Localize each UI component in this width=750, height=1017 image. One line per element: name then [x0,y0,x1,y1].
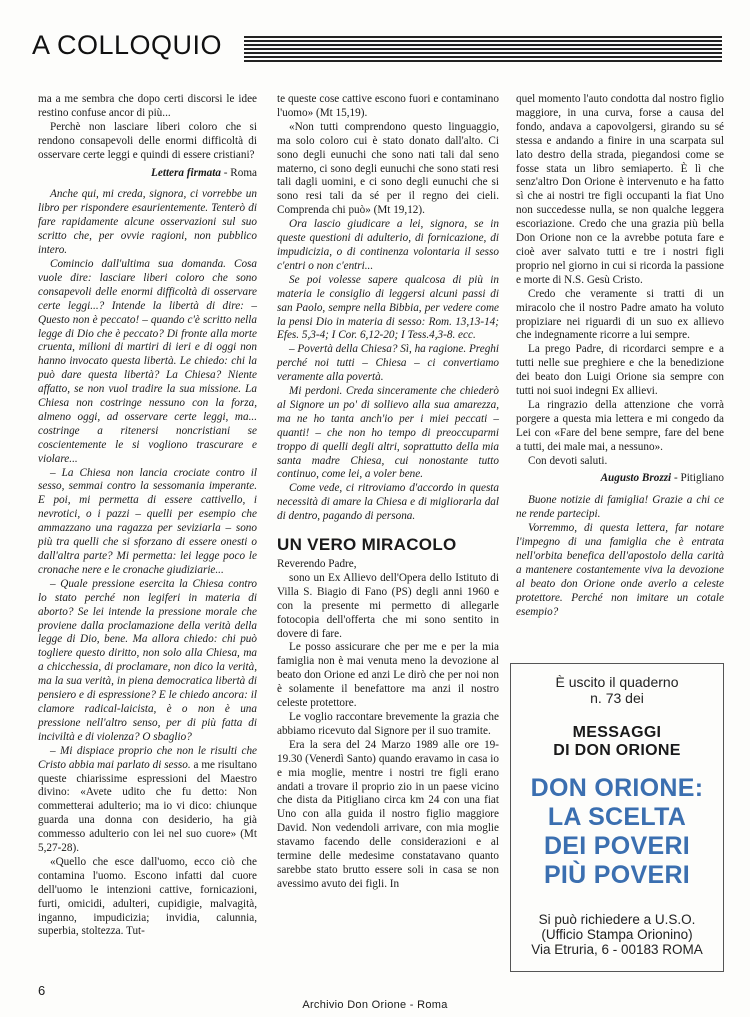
ad-title: LA SCELTA [547,803,687,831]
advertisement-box [510,663,724,972]
reply-paragraph: Se poi volesse sapere qualcosa di più in materia le consiglio di leggersi alcuni passi di san Paolo, sempre nella Bibbia, per vedere come la pensi Dio in materia di sesso: Rom. 13,13-14; Efes. 5,3-4; I Cor. 6,12-20; I Tess.4,3-8. ecc. [277,273,499,342]
ad-title: PIÙ POVERI [543,861,691,889]
quote-paragraph: «Quello che esce dall'uomo, ecco ciò che contamina l'uomo. Escono infatti dal cuore dell'uomo le intenzioni cattive, fornicazioni, furti, omicidi, adulteri, cupidigie, malvagità, inganno, impudicizia; invidia, calunnia, superbia, stoltezza. Tut- [38,855,257,938]
ad-address: Via Etruria, 6 - 00183 ROMA [531,942,703,957]
paragraph: Le voglio raccontare brevemente la grazia che abbiamo ricevuto dal Signore per il suo tramite. [277,710,499,737]
reply-paragraph: Vorremmo, di questa lettera, far notare l'impegno di una famiglia che è entrata nell'orbita benefica dell'apostolo della carità a mantenere costantemente viva la devozione al beato don Orione onde averlo a celeste protettore. Perché non imitare un cotale esempio? [516,522,724,618]
ad-line: n. 73 dei [590,690,644,706]
reply-paragraph: – Quale pressione esercita la Chiesa contro lo stato perché non legiferi in materia di aborto? Se lei intende la pressione morale che proviene dalla proclamazione della verità della legge di Dio, bene. Ma allora chiedo: chi può togliere questo diritto, non solo alla Chiesa, ma a chicchessia, di proclamare, non dico la verità, ma la sua verità, in piena democratica libertà di pensiero e di espressione? E le chiedo ancora: il clamore radical-laicista, è o non è una pressione nell'altro senso, per di più fatta di inciviltà e di violenza? O sbaglio? [38,577,257,743]
paragraph: La ringrazio della attenzione che vorrà porgere a questa mia lettera e mi congedo da Lei con «Fare del bene sempre, fare del bene a tutti, dei male mai, a nessuno». [516,398,724,453]
paragraph: Con devoti saluti. [528,454,608,467]
paragraph: quel momento l'auto condotta dal nostro figlio maggiore, in una curva, forse a causa del fondo, andava a capovolgersi, girando su sé stessa e andando a finire in una scarpata sul lato destro della strada, piegandosi come se fosse stata un libro semiaperto. È lì che senz'altro Don Orione è intervenuto e ha fatto sì che ai nostri tre figli occupanti la fiat Uno non succedesse nulla, se non qualche leggera escoriazione. Credo che una grazia più bella Don Orione non ce la avrebbe potuta fare e cioè aver salvato tutti e tre i nostri figli proprio nel giorno in cui si ricorda la passione e morte di N.S. Gesù Cristo. [516,93,724,286]
signature-place: - Roma [223,166,257,179]
ad-heading: DI DON ORIONE [553,742,681,759]
reply-paragraph: Ora lascio giudicare a lei, signora, se in queste questioni di adulterio, di fornicazione, di impudicizia, o di continenza volontaria il sesso c'entri o non c'entri... [277,218,499,272]
section-title: A COLLOQUIO [32,30,223,60]
paragraph: Era la sera del 24 Marzo 1989 alle ore 19-19.30 (Venerdì Santo) quando eravamo in casa io e mia moglie, mentre i nostri tre figli erano andati a trovare il proprio zio in un paese vicino che dista da Pitigliano circa km 24 con una fiat Uno con alla guida il nostro figlio maggiore David. Non vedendoli arrivare, con mia moglie stavamo facendo delle considerazioni e al termine delle medesime constatavano quanto sarebbe stato brutto essere soli in casa se non avessimo avuto dei figli. In [277,738,499,890]
reply-paragraph: Mi perdoni. Creda sinceramente che chiederò al Signore un po' di sollievo alla sua amarezza, ma ne ho tanta anch'io per i miei peccati – quanti! – che non ho tempo di preoccuparmi troppo di quelli degli altri, soprattutto della mia santa madre Chiesa, cui nonostante tutto continuo, come lei, a voler bene. [277,385,499,481]
ad-title: DEI POVERI [543,832,691,860]
article-heading: UN VERO MIRACOLO [277,535,457,555]
letter-salutation: Reverendo Padre, [277,558,357,570]
quote-paragraph: «Non tutti comprendono questo linguaggio, ma solo coloro cui è stato donato dall'alto. Ci sono degli eunuchi che sono nati tali dal seno materno, ci sono degli eunuchi che sono stati resi tali dagli uomini, e ci sono degli eunuchi che si sono resi tali da sé per il regno dei cieli. Comprenda chi può» (Mt 19,12). [277,120,499,217]
paragraph: Le posso assicurare che per me e per la mia famiglia non è mai venuta meno la devozione al beato don Orione ed anzi Le dirò che per noi non è solamente il benefattore ma anzi il nostro celeste protettore. [277,641,499,710]
signature-name: Lettera firmata [151,166,221,179]
column-2 [277,93,499,892]
reply-text: – Mi dispiace proprio che non le risulti che Cristo abbia mai parlato di sesso. [38,744,257,771]
column-1 [38,93,257,939]
ad-line: È uscito il quaderno [555,674,679,690]
archive-credit: Archivio Don Orione - Roma [302,999,448,1011]
paragraph: sono un Ex Allievo dell'Opera dello Istituto di Villa S. Biagio di Fano (PS) degli anni 1960 e con la presente mi permetto di allegarle fotocopia dell'offerta che mi sono sentito in dovere di fare. [277,571,499,640]
paragraph: ma a me sembra che dopo certi discorsi le idee restino confuse ancor di più... [38,93,257,119]
signature-name: Augusto Brozzi [600,472,672,485]
ad-line: (Ufficio Stampa Orionino) [541,927,693,942]
paragraph: La prego Padre, di ricordarci sempre e a tutti nelle sue preghiere e che la benedizione dei beato don Luigi Orione sia sempre con tutti noi suoi indegni Ex allievi. [516,343,724,398]
letter-signature [516,472,724,486]
reply-paragraph: Comincio dall'ultima sua domanda. Cosa vuole dire: lasciare liberi coloro che sono consapevoli delle enormi difficoltà di osservare certe leggi...? Intende la libertà di dire: – Questo non è peccato! – quando c'è scritto nella legge di Dio che è peccato? Di fronte alla morte cruenta, milioni di martiri di ieri e di oggi non hanno invocato questa libertà. Le chiedo: chi la può dare questa libertà? La Chiesa? Niente affatto, se non vuol tradire la sua missione. La Chiesa non costringe nessuno con la forza, almeno oggi, ad osservare certe leggi, ma... costringe a ritenersi noncristiani se coscientemente le si vogliono trascurare e violare... [38,257,257,465]
paragraph: Perchè non lasciare liberi coloro che si rendono consapevoli delle enormi difficoltà di osservare certe leggi e quindi di essere cristiani? [38,120,257,161]
reply-text: a me risultano queste chiarissime espressioni del Maestro divino: «Avete udito che fu detto: Non commetterai adulterio; ma io vi dico: chiunque guarda una donna con desiderio, ha già commesso adulterio con lei nel suo cuore» (Mt 5,27-28). [38,758,257,855]
paragraph: Credo che veramente si tratti di un miracolo che il nostro Padre amato ha voluto propiziare nei riguardi di un suo ex allievo che indegnamente ricorre a lui sempre. [516,287,724,342]
reply-paragraph: Buone notizie di famiglia! Grazie a chi ce ne rende partecipi. [516,494,724,521]
quote-paragraph: te queste cose cattive escono fuori e contaminano l'uomo» (Mt 15,19). [277,93,499,119]
header-rule-lines [244,36,722,62]
ad-heading: MESSAGGI [572,724,662,741]
letter-signature [38,167,257,181]
reply-paragraph [38,745,257,856]
reply-paragraph: Anche qui, mi creda, signora, ci vorrebbe un libro per rispondere esaurientemente. Tenterò di fare rapidamente alcune osservazioni sul suo scritto che, per ovvie ragioni, non pubblico intero. [38,188,257,257]
reply-paragraph: – Povertà della Chiesa? Sì, ha ragione. Preghi perché noi tutti – Chiesa – ci convertiamo veramente alla povertà. [277,343,499,384]
page-number: 6 [38,983,46,998]
section-header [32,30,722,66]
ad-title: DON ORIONE: [530,774,704,802]
reply-paragraph: – La Chiesa non lancia crociate contro il sesso, semmai contro la sessomania imperante. E poi, mi permetta di essere cattivello, i nevrotici, o i pazzi – quelli per esempio che ammazzano una ragazza per seviziarla – sono più tra quelli che si sforzano di essere onesti o dall'altra parte? Mi permetta: lei legge poco le cronache nere e le cronache giudiziarie... [38,466,257,576]
reply-paragraph: Come vede, ci ritroviamo d'accordo in questa necessità di amare la Chiesa e di migliorarla dal di dentro, pagando di persona. [277,482,499,523]
signature-place: - Pitigliano [673,472,724,485]
column-3 [516,93,724,620]
ad-line: Si può richiedere a U.S.O. [538,912,696,927]
